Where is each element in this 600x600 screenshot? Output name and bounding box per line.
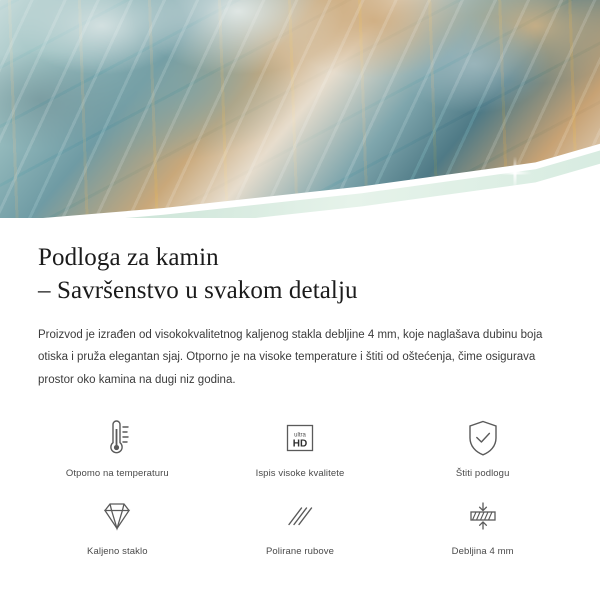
feature-temperature xyxy=(26,417,209,479)
text-section xyxy=(0,218,600,391)
feature-polished-edges xyxy=(209,495,392,557)
svg-text:HD: HD xyxy=(292,438,308,450)
feature-label: Polirane rubove xyxy=(265,546,335,558)
feature-thickness xyxy=(391,495,574,557)
feature-label: Štiti podlogu xyxy=(455,468,510,480)
shield-check-icon xyxy=(463,417,503,459)
feature-label: Otpomo na temperaturu xyxy=(65,468,169,480)
feature-grid xyxy=(0,417,600,557)
polished-edges-icon xyxy=(280,495,320,537)
headline-line-2: – Savršenstvo u svakom detalju xyxy=(38,276,358,304)
feature-label: Kaljeno staklo xyxy=(87,546,148,558)
headline-line-1: Podloga za kamin xyxy=(38,244,219,271)
feature-label: Ispis visoke kvalitete xyxy=(255,468,345,480)
thermometer-icon xyxy=(100,417,134,459)
ultra-hd-icon xyxy=(280,417,320,459)
hero-image xyxy=(0,0,600,218)
feature-label: Debljina 4 mm xyxy=(451,546,514,558)
product-description: Proizvod je izrađen od visokokvalitetnog kaljenog stakla debljine 4 mm, koje naglašava dubinu boja otiska i pruža elegantan sjaj. Otporno je na visoke temperature i štiti od oštećenja, čime osigurava prostor oko kamina na dugi niz godina. xyxy=(38,329,543,386)
feature-print-quality xyxy=(209,417,392,479)
feature-tempered-glass xyxy=(26,495,209,557)
page-title xyxy=(38,242,562,307)
thickness-4mm-icon xyxy=(463,495,503,537)
diamond-icon xyxy=(97,495,137,537)
svg-text:ultra: ultra xyxy=(294,432,306,439)
feature-protects-surface xyxy=(391,417,574,479)
